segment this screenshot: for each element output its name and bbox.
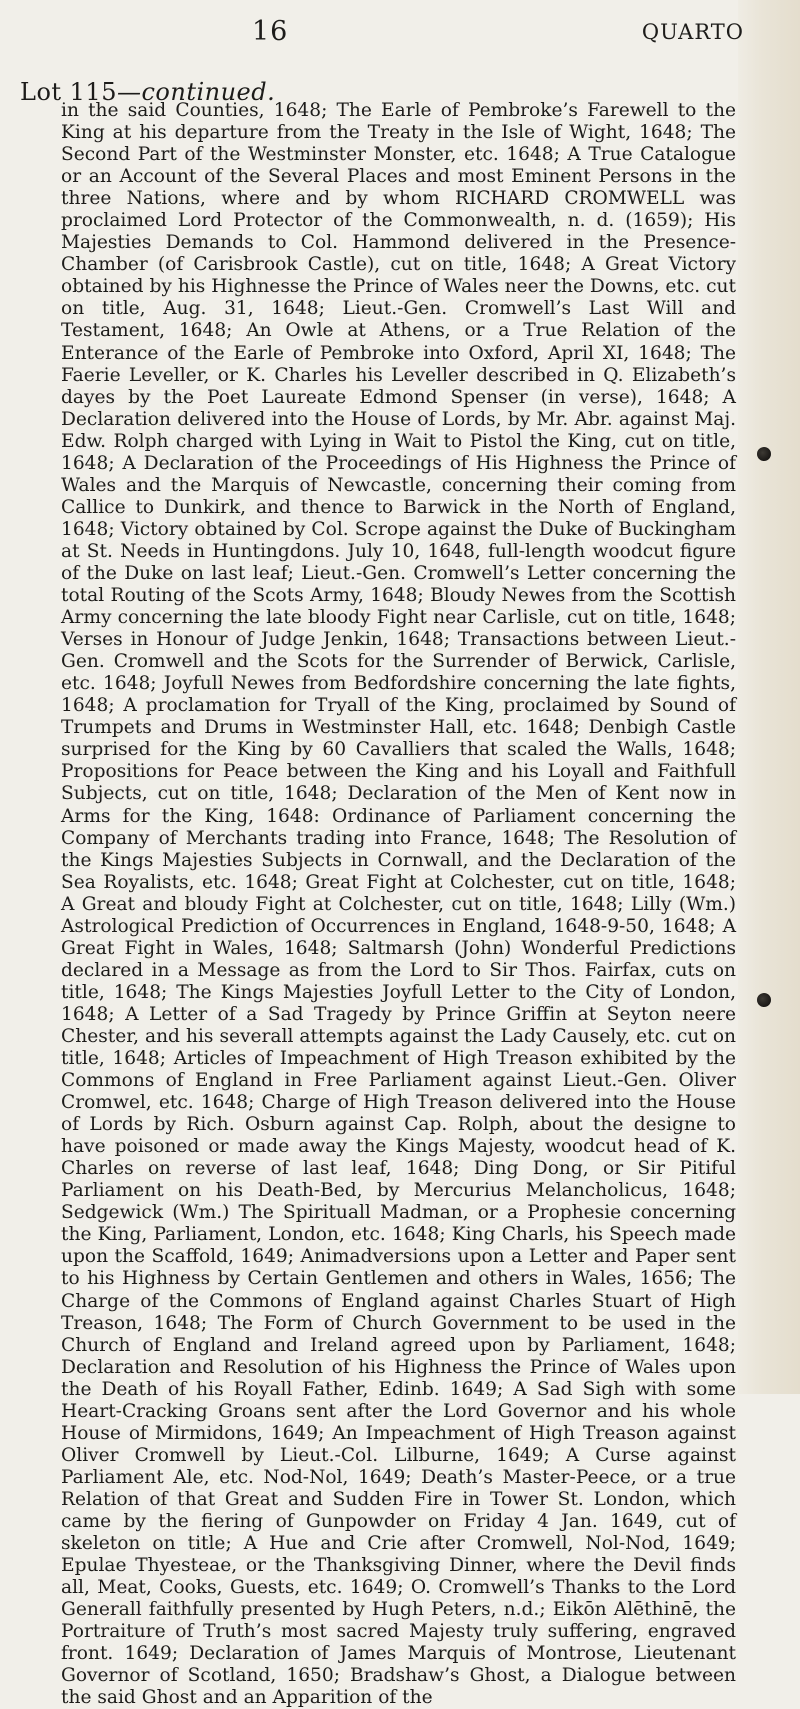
lot-label: Lot 115 xyxy=(20,78,117,106)
lot-description: in the said Counties, 1648; The Earle of Pembroke’s Farewell to the King at his departure from the Treaty in the Isle of Wight, 1648; The Second Part of the Westminster Monster, etc. 1648; A True Catalogue or an Account of the Several Places and most Eminent Persons in the three Nations, where and by whom RICHARD CROMWELL was proclaimed Lord Protector of the Commonwealth, n. d. (1659); His Majesties Demands to Col. Hammond delivered in the Presence-Chamber (of Carisbrook Castle), cut on title, 1648; A Great Victory obtained by his Highnesse the Prince of Wales neer the Downs, etc. cut on title, Aug. 31, 1648; Lieut.-Gen. Cromwell’s Last Will and Testament, 1648; An Owle at Athens, or a True Relation of the Enterance of the Earle of Pembroke into Oxford, April XI, 1648; The Faerie Leveller, or K. Charles his Leveller described in Q. Elizabeth’s dayes by the Poet Laureate Edmond Spenser (in verse), 1648; A Declaration delivered into the House of Lords, by Mr. Abr. against Maj. Edw. Rolph charged with Lying in Wait to Pistol the King, cut on title, 1648; A Declaration of the Proceedings of His Highness the Prince of Wales and the Marquis of Newcastle, concerning their coming from Callice to Dunkirk, and thence to Barwick in the North of England, 1648; Victory obtained by Col. Scrope against the Duke of Buckingham at St. Needs in Huntingdons. July 10, 1648, full-length woodcut figure of the Duke on last leaf; Lieut.-Gen. Cromwell’s Letter concerning the total Routing of the Scots Army, 1648; Bloudy Newes from the Scottish Army concerning the late bloody Fight near Carlisle, cut on title, 1648; Verses in Honour of Judge Jenkin, 1648; Transactions between Lieut.-Gen. Cromwell and the Scots for the Surrender of Berwick, Carlisle, etc. 1648; Joyfull Newes from Bedfordshire concerning the late fights, 1648; A proclamation for Tryall of the King, proclaimed by Sound of Trumpets and Drums in Westminster Hall, etc. 1648; Denbigh Castle surprised for the King by 60 Cavalliers that scaled the Walls, 1648; Propositions for Peace between the King and his Loyall and Faithfull Subjects, cut on title, 1648; Declaration of the Men of Kent now in Arms for the King, 1648: Ordinance of Parliament concerning the Company of Merchants trading into France, 1648; The Resolution of the Kings Majesties Subjects in Cornwall, and the Declaration of the Sea Royalists, etc. 1648; Great Fight at Colchester, cut on title, 1648; A Great and bloudy Fight at Colchester, cut on title, 1648; Lilly (Wm.) Astrological Prediction of Occurrences in England, 1648-9-50, 1648; A Great Fight in Wales, 1648; Saltmarsh (John) Wonderful Predictions declared in a Message as from the Lord to Sir Thos. Fairfax, cuts on title, 1648; The Kings Majesties Joyfull Letter to the City of London, 1648; A Letter of a Sad Tragedy by Prince Griffin at Seyton neere Chester, and his severall attempts against the Lady Causely, etc. cut on title, 1648; Articles of Impeachment of High Treason exhibited by the Commons of England in Free Parliament against Lieut.-Gen. Oliver Cromwel, etc. 1648; Charge of High Treason delivered into the House of Lords by Rich. Osburn against Cap. Rolph, about the designe to have poisoned or made away the Kings Majesty, woodcut head of K. Charles on reverse of last leaf, 1648; Ding Dong, or Sir Pitiful Parliament on his Death-Bed, by Mercurius Melancholicus, 1648; Sedgewick (Wm.) The Spirituall Madman, or a Prophesie concerning the King, Parliament, London, etc. 1648; King Charls, his Speech made upon the Scaffold, 1649; Animadversions upon a Letter and Paper sent to his Highness by Certain Gentlemen and others in Wales, 1656; The Charge of the Commons of England against Charles Stuart of High Treason, 1648; The Form of Church Government to be used in the Church of England and Ireland agreed upon by Parliament, 1648; Declaration and Resolution of his Highness the Prince of Wales upon the Death of his Royall Father, Edinb. 1649; A Sad Sigh with some Heart-Cracking Groans sent after the Lord Governor and his whole House of Mirmidons, 1649; An Impeachment of High Treason against Oliver Cromwell by Lieut.-Col. Lilburne, 1649; A Curse against Parliament Ale, etc. Nod-Nol, 1649; Death’s Master-Peece, or a true Relation of that Great and Sudden Fire in Tower St. London, which came by the fiering of Gunpowder on Friday 4 Jan. 1649, cut of skeleton on title; A Hue and Crie after Cromwell, Nol-Nod, 1649; Epulae Thyesteae, or the Thanksgiving Dinner, where the Devil finds all, Meat, Cooks, Guests, etc. 1649; O. Cromwell’s Thanks to the Lord Generall faithfully presented by Hugh Peters, n.d.; Eikōn Alēthinē, the Portraiture of Truth’s most sacred Majesty truly suffering, engraved front. 1649; Declaration of James Marquis of Montrose, Lieutenant Governor of Scotland, 1650; Bradshaw’s Ghost, a Dialogue between the said Ghost and an Apparition of the xyxy=(61,100,736,1709)
lot-continued: —continued. xyxy=(116,78,276,106)
page-number: 16 xyxy=(252,16,289,47)
running-head: QUARTO xyxy=(641,20,744,44)
binding-hole xyxy=(757,993,771,1007)
binding-hole xyxy=(757,447,771,461)
page-header xyxy=(64,16,744,52)
page-edge xyxy=(738,0,800,1394)
